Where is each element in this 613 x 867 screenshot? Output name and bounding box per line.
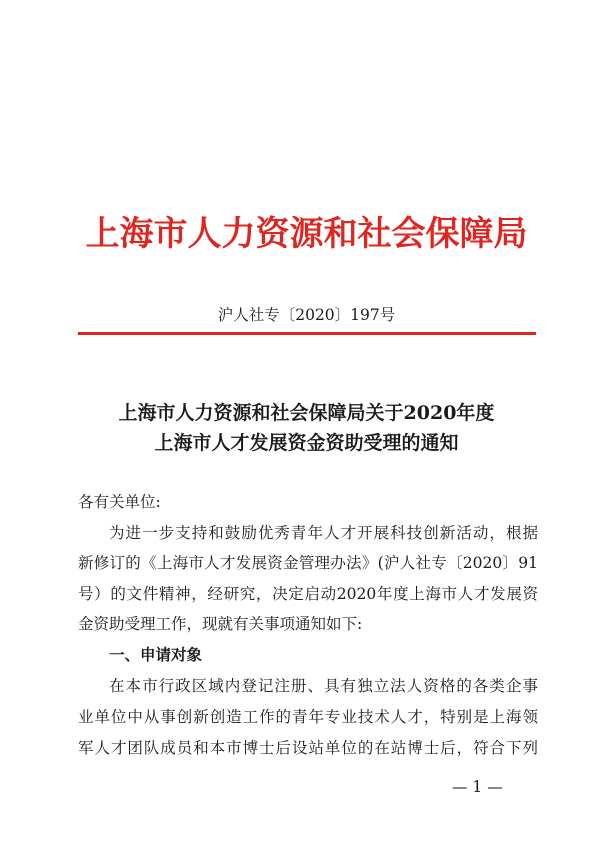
paragraph-1-line-1: 为进一步支持和鼓励优秀青年人才开展科技创新活动，根据 xyxy=(109,524,538,542)
paragraph-1-line-4: 金资助受理工作，现就有关事项通知如下: xyxy=(78,615,363,633)
notice-title-line-2: 上海市人才发展资金资助受理的通知 xyxy=(154,432,459,454)
notice-title-line-1: 上海市人力资源和社会保障局关于2020年度 xyxy=(118,402,495,424)
paragraph-1-line-2: 新修订的《上海市人才发展资金管理办法》(沪人社专〔2020〕91 xyxy=(78,554,538,572)
paragraph-2-line-2: 业单位中从事创新创造工作的青年专业技术人才，特别是上海领 xyxy=(78,708,538,726)
red-separator-line xyxy=(78,332,536,335)
page-number: — 1 — xyxy=(452,778,503,796)
section-1-heading: 一、申请对象 xyxy=(109,645,203,664)
document-number: 沪人社专〔2020〕197号 xyxy=(217,306,396,324)
paragraph-2-line-1: 在本市行政区域内登记注册、具有独立法人资格的各类企事 xyxy=(109,677,538,695)
agency-masthead: 上海市人力资源和社会保障局 xyxy=(85,214,528,254)
paragraph-2-line-3: 军人才团队成员和本市博士后设站单位的在站博士后，符合下列 xyxy=(78,739,538,757)
paragraph-1-line-3: 号）的文件精神，经研究，决定启动2020年度上海市人才发展资 xyxy=(78,585,538,603)
salutation: 各有关单位: xyxy=(78,493,161,511)
